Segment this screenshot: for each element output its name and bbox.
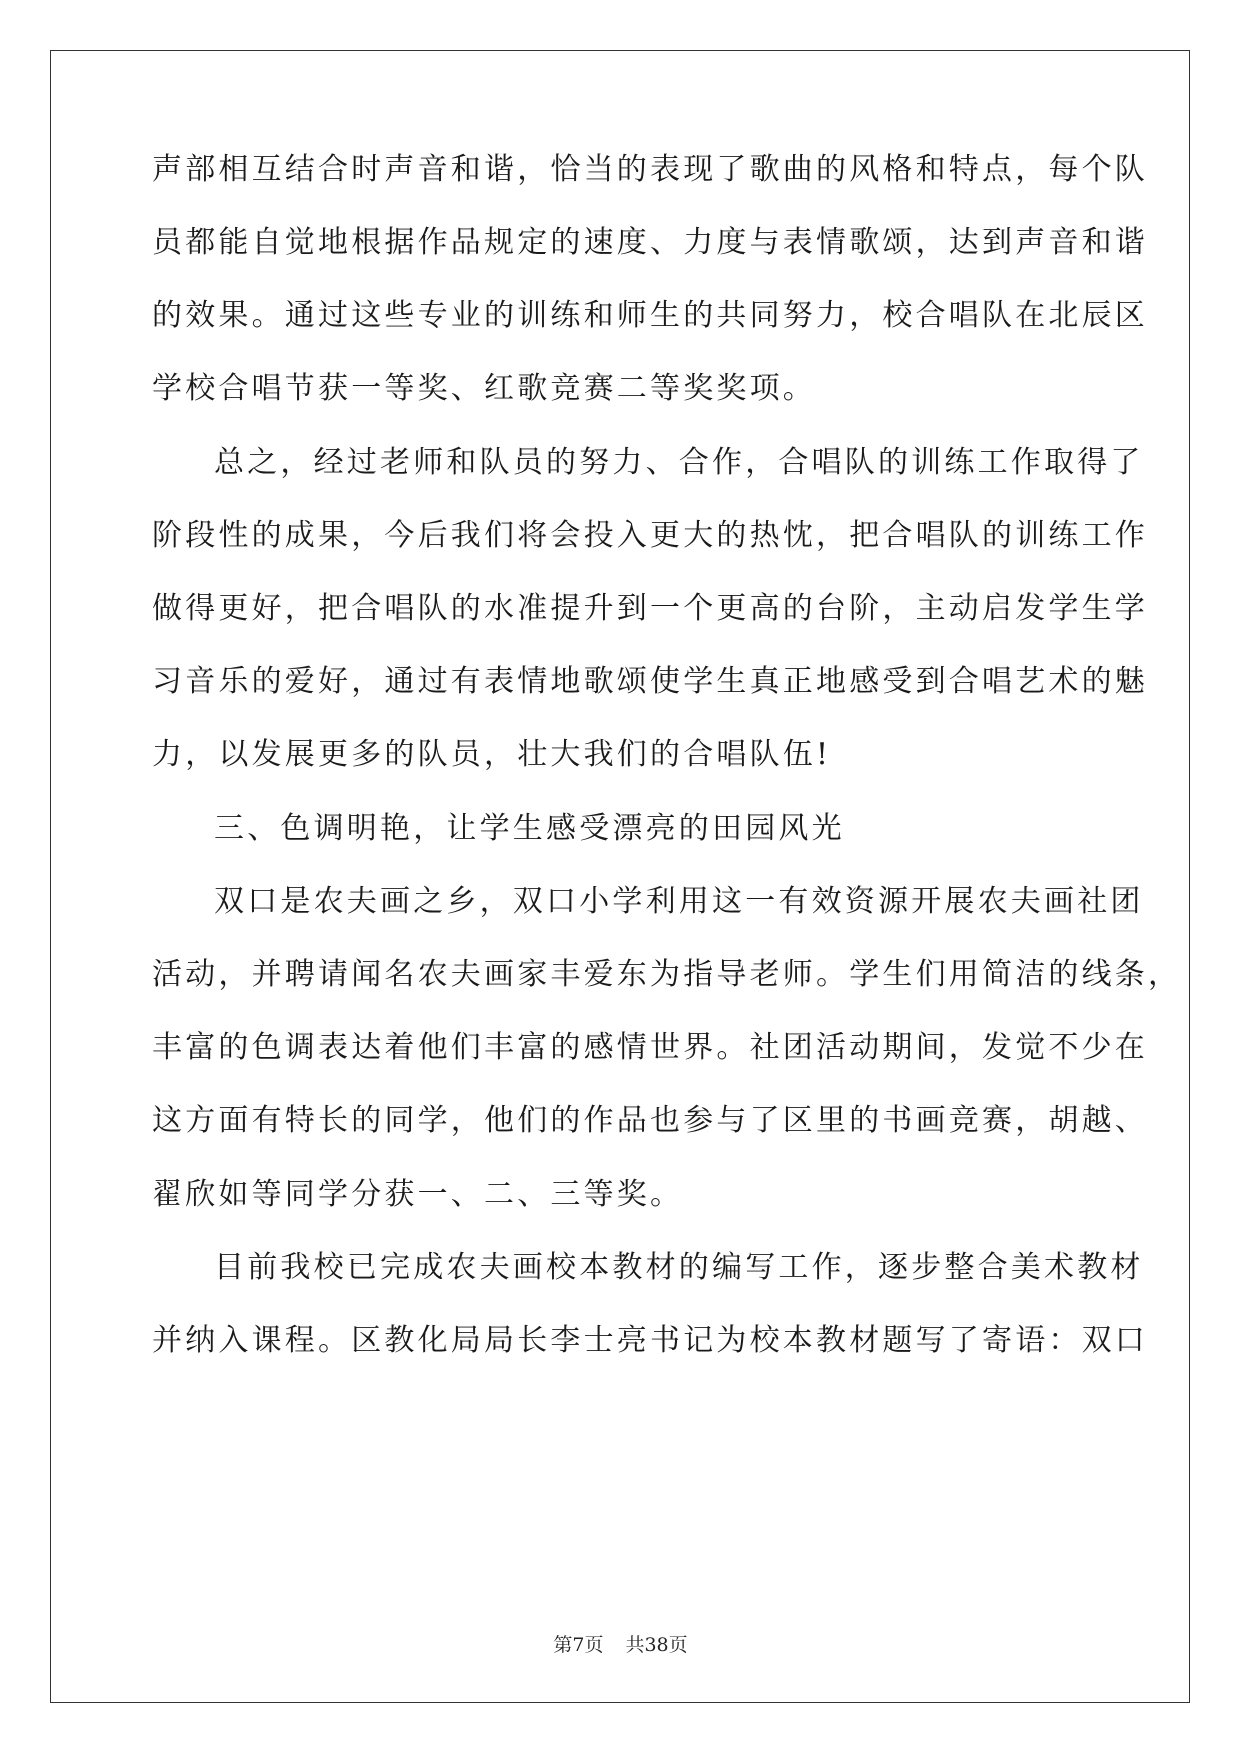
text-line: 翟欣如等同学分获一、二、三等奖。 [152, 1177, 684, 1212]
paragraph-first-line: 总之，经过老师和队员的努力、合作，合唱队的训练工作取得了 [214, 445, 1144, 480]
text-line: 习音乐的爱好，通过有表情地歌颂使学生真正地感受到合唱艺术的魅 [152, 664, 1148, 699]
text-line: 员都能自觉地根据作品规定的速度、力度与表情歌颂，达到声音和谐 [152, 225, 1148, 260]
section-heading: 三、色调明艳，让学生感受漂亮的田园风光 [214, 811, 845, 846]
text-line: 活动，并聘请闻名农夫画家丰爱东为指导老师。学生们用简洁的线条， [152, 957, 1182, 992]
text-line: 丰富的色调表达着他们丰富的感情世界。社团活动期间，发觉不少在 [152, 1030, 1148, 1065]
text-line: 这方面有特长的同学，他们的作品也参与了区里的书画竞赛，胡越、 [152, 1103, 1148, 1138]
text-line: 学校合唱节获一等奖、红歌竞赛二等奖奖项。 [152, 371, 816, 406]
page-footer [0, 1633, 1241, 1657]
text-line: 做得更好，把合唱队的水准提升到一个更高的台阶，主动启发学生学 [152, 591, 1148, 626]
text-line: 力，以发展更多的队员，壮大我们的合唱队伍! [152, 737, 832, 772]
paragraph-first-line: 目前我校已完成农夫画校本教材的编写工作，逐步整合美术教材 [214, 1250, 1144, 1285]
text-line: 阶段性的成果，今后我们将会投入更大的热忱，把合唱队的训练工作 [152, 518, 1148, 553]
page-total: 共38页 [625, 1634, 688, 1656]
text-line: 的效果。通过这些专业的训练和师生的共同努力，校合唱队在北辰区 [152, 298, 1148, 333]
paragraph-first-line: 双口是农夫画之乡，双口小学利用这一有效资源开展农夫画社团 [214, 884, 1144, 919]
page-number: 第7页 [553, 1634, 604, 1656]
text-line: 并纳入课程。区教化局局长李士亮书记为校本教材题写了寄语：双口 [152, 1323, 1148, 1358]
text-line: 声部相互结合时声音和谐，恰当的表现了歌曲的风格和特点，每个队 [152, 152, 1148, 187]
